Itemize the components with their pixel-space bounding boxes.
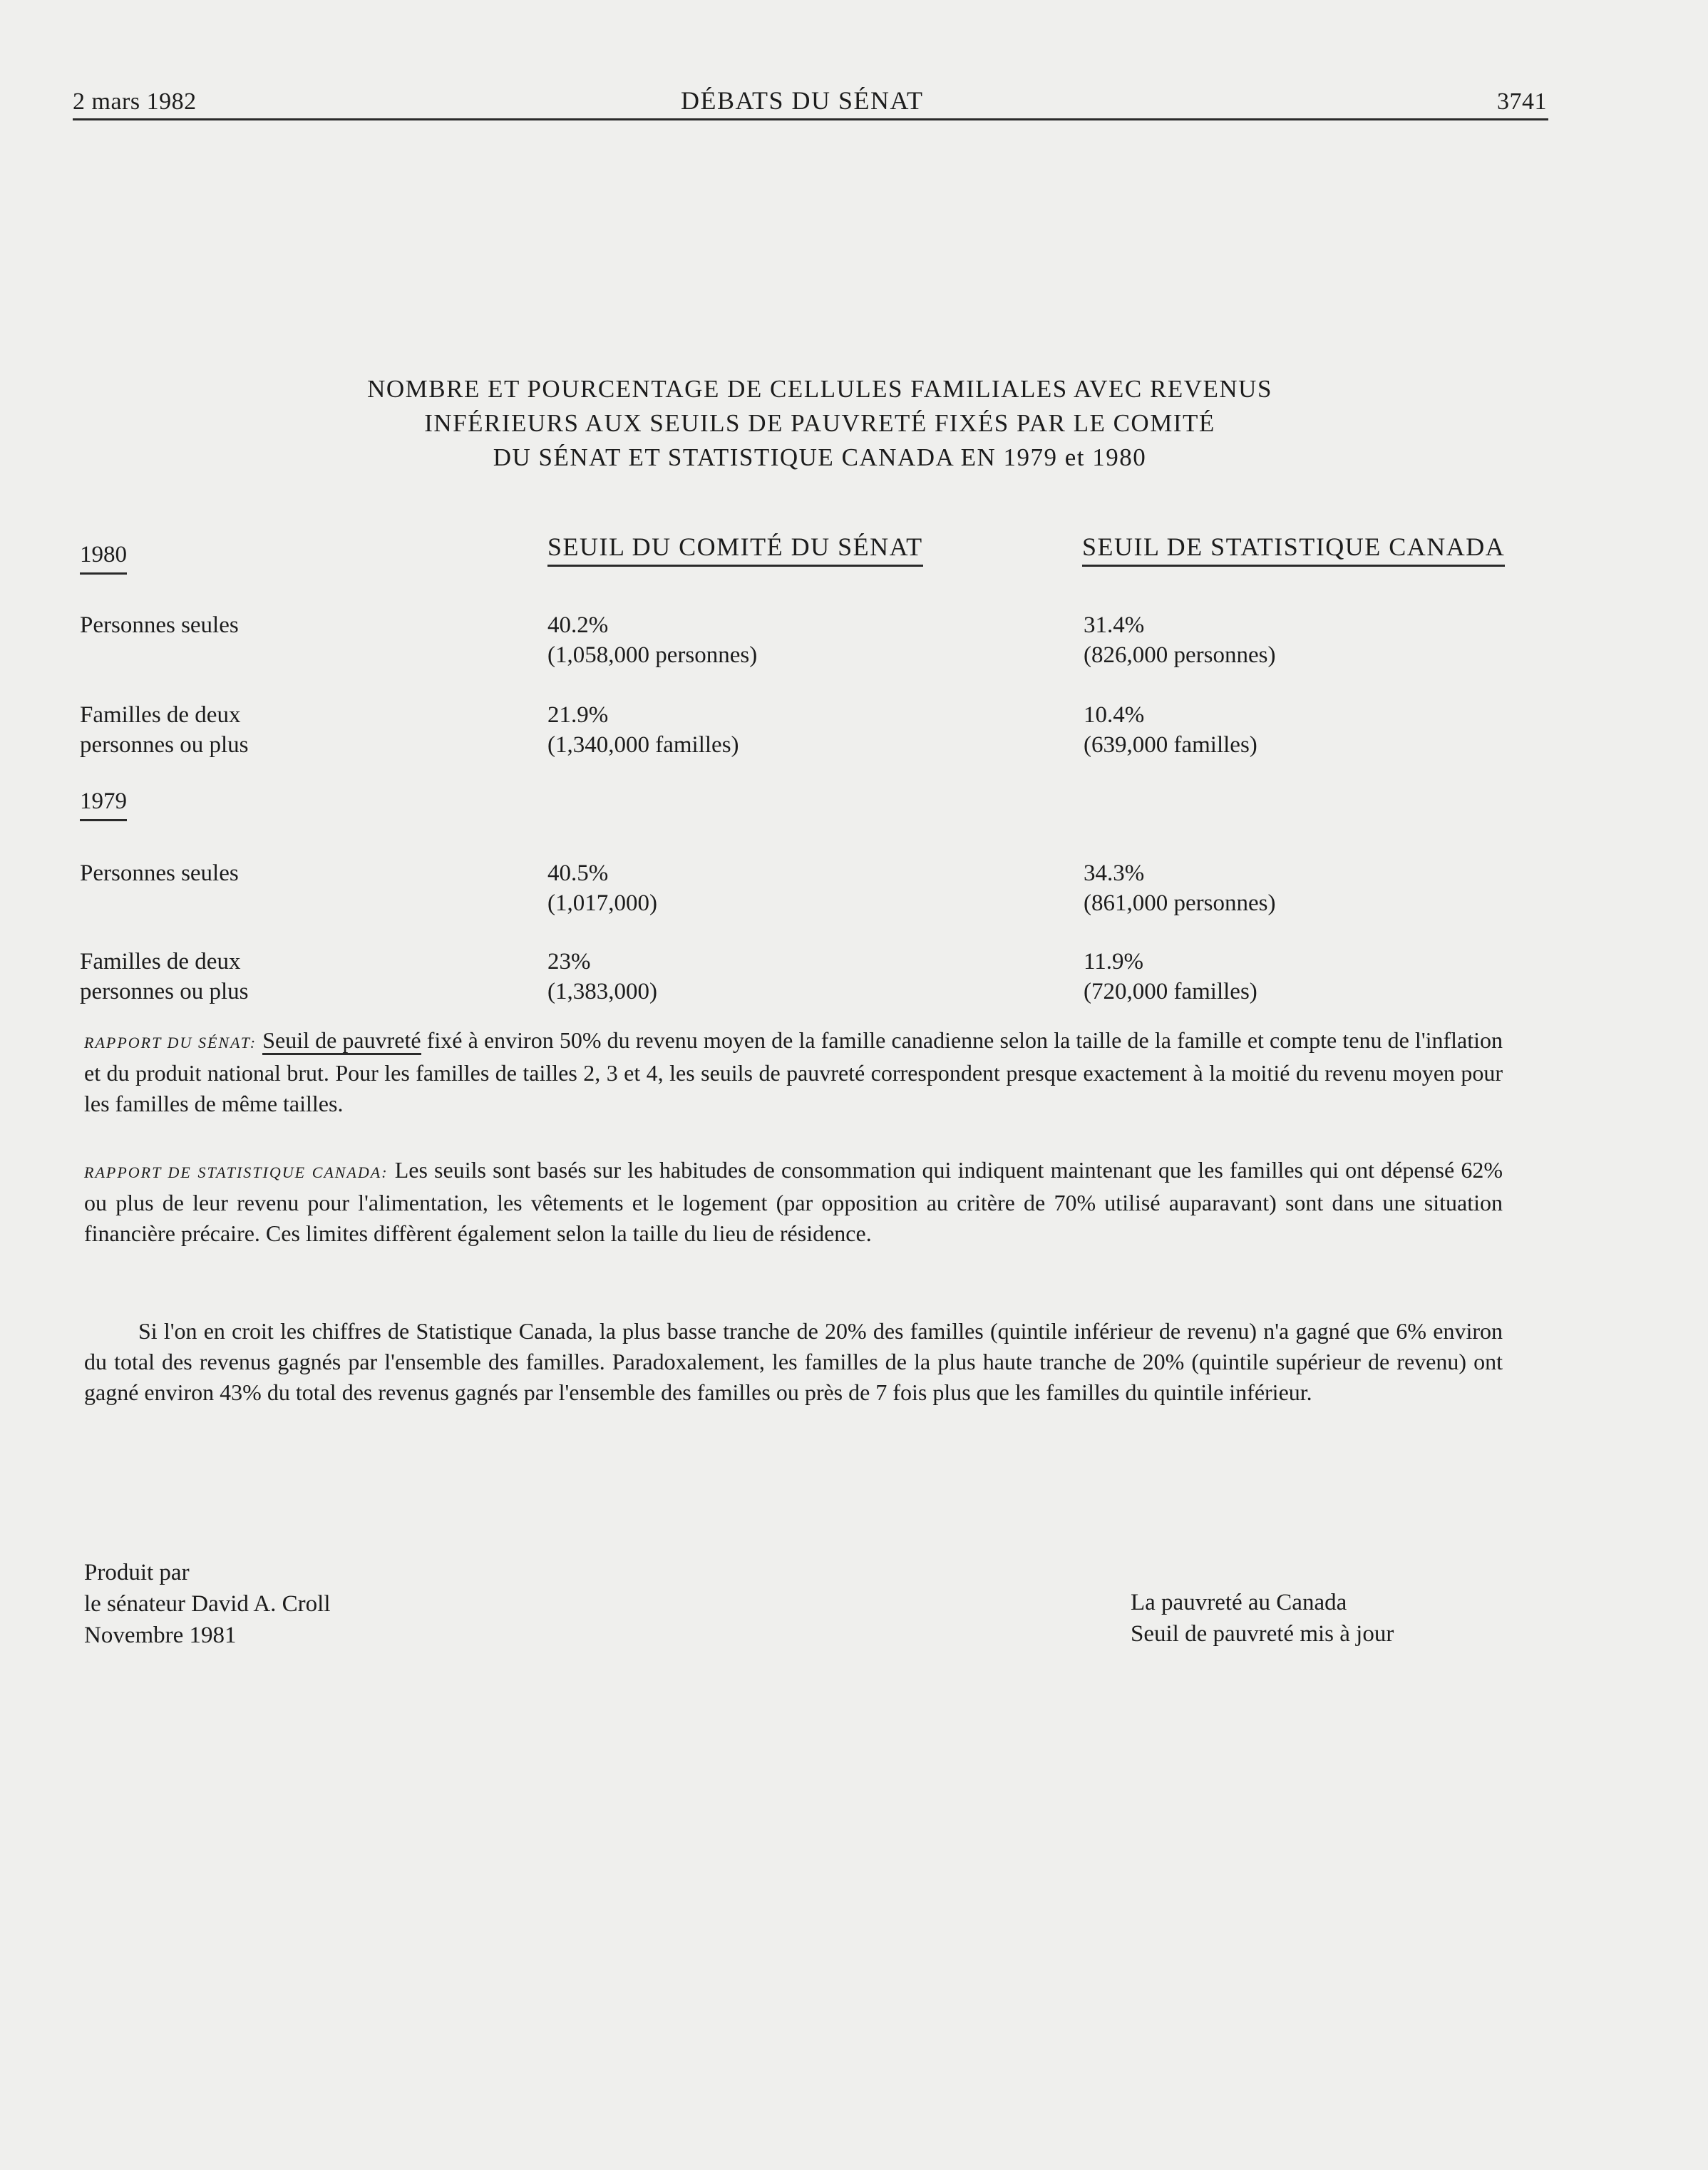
- cell-senate: [547, 610, 757, 670]
- row-label: [80, 947, 248, 1007]
- row-label-line: personnes ou plus: [80, 732, 249, 758]
- footer-left: [84, 1557, 331, 1651]
- row-label-line: Familles de deux: [80, 702, 241, 728]
- cell-count: (1,383,000): [547, 979, 657, 1004]
- row-label: [80, 858, 239, 888]
- note-text: Les seuils sont basés sur les habitudes de consommation qui indiquent maintenant que les familles qui ont dépensé 62% ou plus de leur revenu pour l'alimentation, les vêtements et le logement (par opposition au critère de 70% utilisé auparavant) sont dans une situation financière précaire. Ces limites diffèrent également selon la taille du lieu de résidence.: [84, 1157, 1503, 1246]
- note-underlined-term: Seuil de pauvreté: [262, 1027, 421, 1055]
- row-label: [80, 610, 239, 640]
- footer-line: le sénateur David A. Croll: [84, 1591, 331, 1617]
- footer-line: Seuil de pauvreté mis à jour: [1131, 1621, 1394, 1647]
- footer-line: Novembre 1981: [84, 1623, 237, 1648]
- header-rule: [73, 118, 1548, 120]
- cell-percent: 40.5%: [547, 860, 609, 886]
- year-heading-1980: 1980: [80, 542, 127, 575]
- cell-percent: 40.2%: [547, 612, 609, 638]
- table-title-line: DU SÉNAT ET STATISTIQUE CANADA EN 1979 et 1980: [493, 443, 1147, 471]
- footer-line: Produit par: [84, 1560, 190, 1585]
- year-heading-1979: 1979: [80, 788, 127, 821]
- row-label-line: Familles de deux: [80, 949, 241, 975]
- cell-count: (1,058,000 personnes): [547, 642, 758, 668]
- footer-right: [1131, 1587, 1394, 1650]
- page-number: 3741: [1497, 88, 1547, 115]
- header-title: DÉBATS DU SÉNAT: [681, 86, 924, 115]
- cell-statcan: [1084, 858, 1275, 918]
- table-title-line: INFÉRIEURS AUX SEUILS DE PAUVRETÉ FIXÉS PAR LE COMITÉ: [424, 409, 1215, 437]
- cell-count: (639,000 familles): [1084, 732, 1257, 758]
- cell-percent: 23%: [547, 949, 591, 975]
- column-header-senate: SEUIL DU COMITÉ DU SÉNAT: [547, 532, 923, 567]
- row-label-line: Personnes seules: [80, 612, 239, 638]
- table-title: [214, 372, 1426, 475]
- cell-senate: [547, 947, 657, 1007]
- row-label: [80, 700, 248, 760]
- cell-percent: 31.4%: [1084, 612, 1145, 638]
- cell-senate: [547, 700, 739, 760]
- row-label-line: personnes ou plus: [80, 979, 249, 1004]
- cell-percent: 10.4%: [1084, 702, 1145, 728]
- note-statcan: [84, 1155, 1503, 1249]
- body-paragraph: Si l'on en croit les chiffres de Statistique Canada, la plus basse tranche de 20% des familles (quintile inférieur de revenu) n'a gagné que 6% environ du total des revenus gagnés par l'ensemble des familles. Paradoxalement, les familles de la plus haute tranche de 20% (quintile supérieur de revenu) ont gagné environ 43% du total des revenus gagnés par l'ensemble des familles ou près de 7 fois plus que les familles du quintile inférieur.: [84, 1318, 1503, 1405]
- cell-percent: 21.9%: [547, 702, 609, 728]
- cell-senate: [547, 858, 657, 918]
- cell-percent: 11.9%: [1084, 949, 1144, 975]
- cell-count: (826,000 personnes): [1084, 642, 1276, 668]
- note-senate: [84, 1025, 1503, 1119]
- cell-statcan: [1084, 947, 1257, 1007]
- cell-statcan: [1084, 700, 1257, 760]
- header-date: 2 mars 1982: [73, 88, 197, 115]
- note-label: RAPPORT DE STATISTIQUE CANADA:: [84, 1163, 389, 1181]
- note-label: RAPPORT DU SÉNAT:: [84, 1034, 257, 1051]
- table-title-line: NOMBRE ET POURCENTAGE DE CELLULES FAMILIALES AVEC REVENUS: [367, 375, 1272, 403]
- cell-count: (720,000 familles): [1084, 979, 1257, 1004]
- cell-count: (1,340,000 familles): [547, 732, 739, 758]
- cell-statcan: [1084, 610, 1275, 670]
- note-text: fixé à environ 50% du revenu moyen de la famille canadienne selon la taille de la famille et compte tenu de l'inflation et du produit national brut. Pour les familles de tailles 2, 3 et 4, les seuils de pauvreté correspondent presque exactement à la moitié du revenu moyen pour les familles de même tailles.: [84, 1027, 1503, 1116]
- cell-count: (1,017,000): [547, 890, 657, 916]
- column-header-statcan: SEUIL DE STATISTIQUE CANADA: [1082, 532, 1505, 567]
- cell-count: (861,000 personnes): [1084, 890, 1276, 916]
- cell-percent: 34.3%: [1084, 860, 1145, 886]
- footer-line: La pauvreté au Canada: [1131, 1590, 1347, 1615]
- row-label-line: Personnes seules: [80, 860, 239, 886]
